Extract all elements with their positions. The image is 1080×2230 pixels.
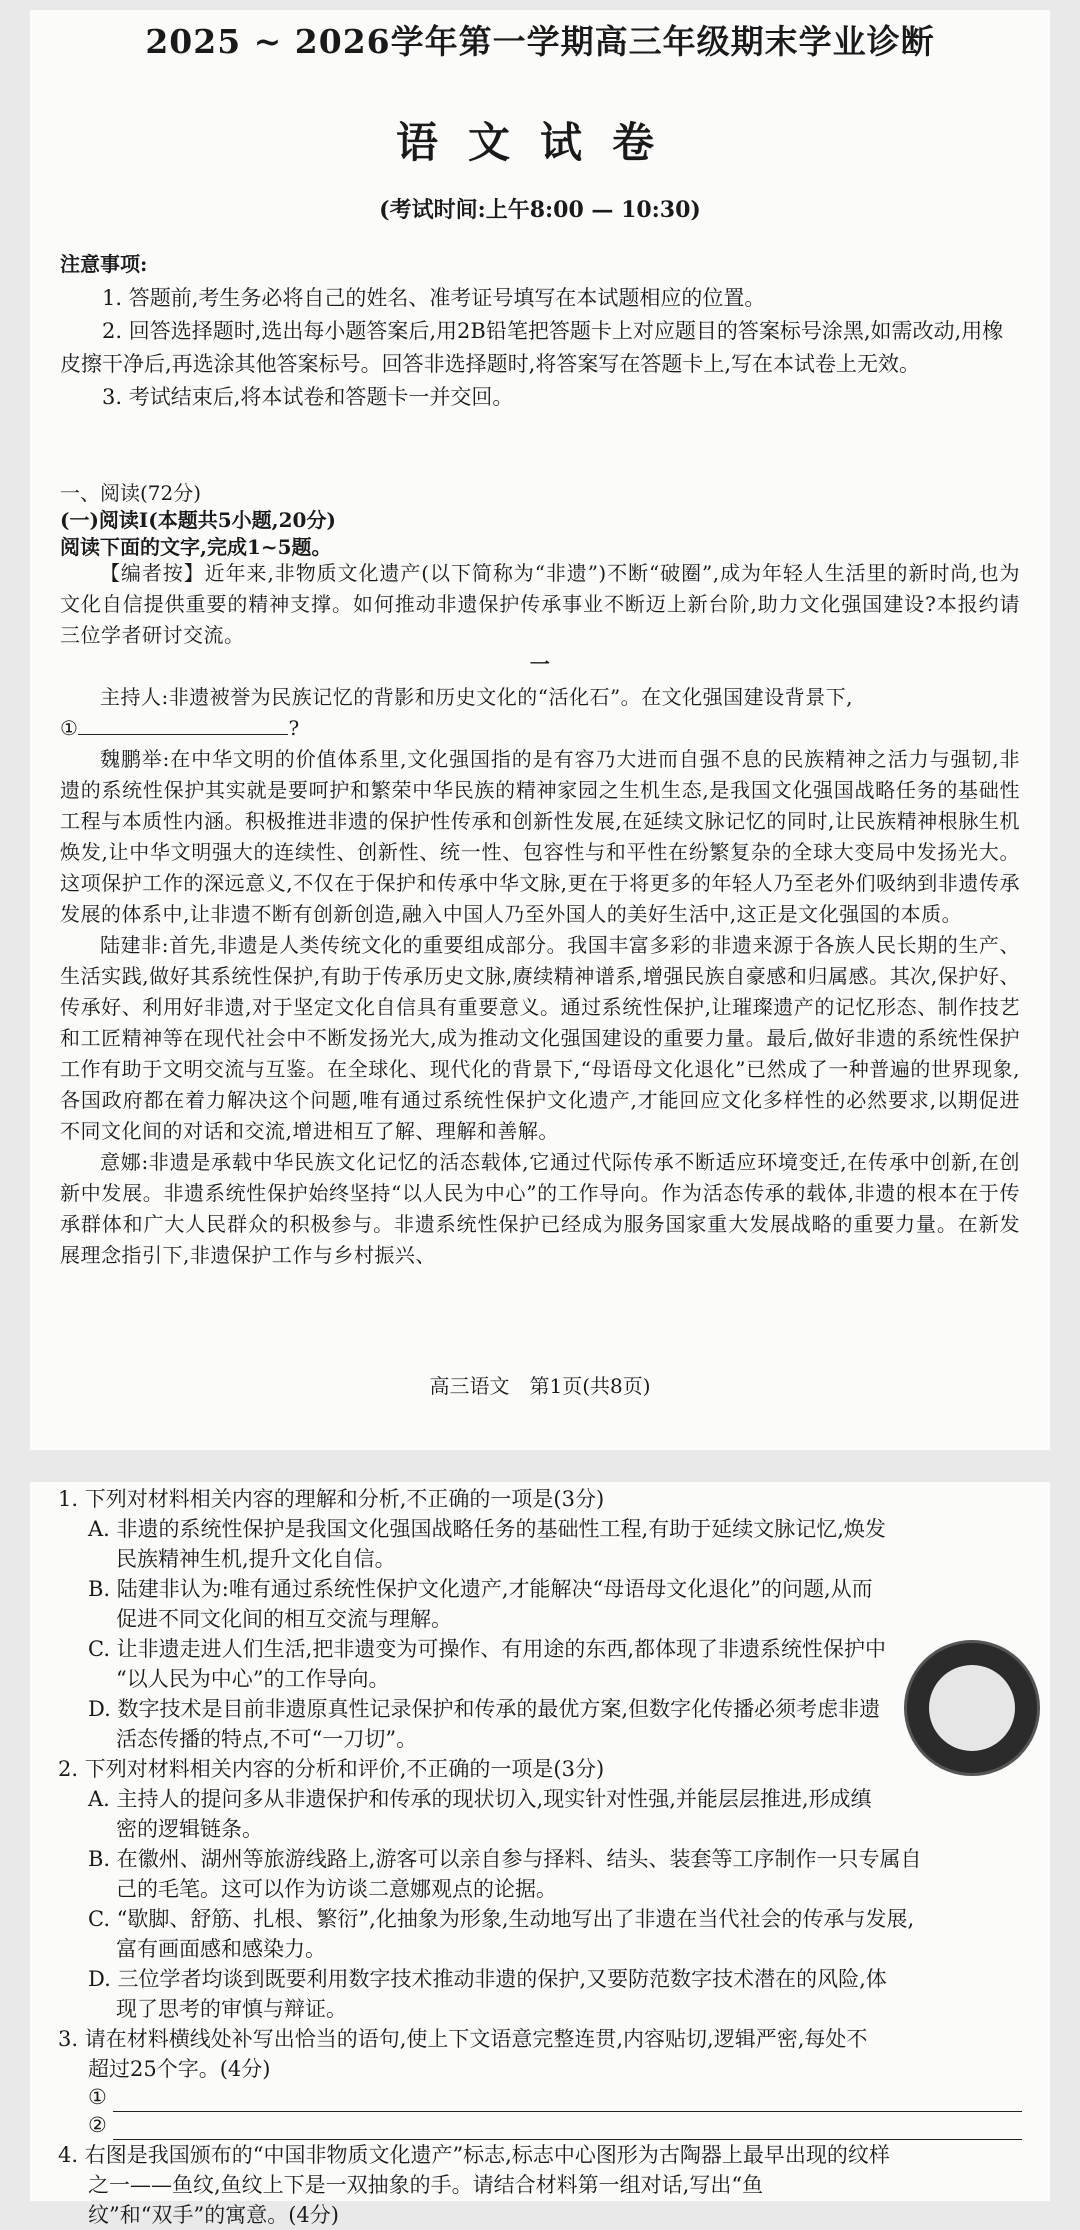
option-line: B. 在徽州、湖州等旅游线路上,游客可以亲自参与择料、结头、装套等工序制作一只专属自	[88, 1847, 922, 1871]
subject-title: 语文试卷	[395, 118, 684, 167]
option-line: A. 非遗的系统性保护是我国文化强国战略任务的基础性工程,有助于延续文脉记忆,焕发	[88, 1517, 886, 1541]
blank-line	[60, 713, 1020, 744]
exam-time: (考试时间:上午8:00 — 10:30)	[379, 197, 701, 223]
exam-page-2	[30, 1482, 1050, 2227]
scholar-paragraph: 陆建非:首先,非遗是人类传统文化的重要组成部分。我国丰富多彩的非遗来源于各族人民长期的生产、生活实践,做好其系统性保护,有助于传承历史文脉,赓续精神谱系,增强民族自豪感和归属感。其次,保护好、传承好、利用好非遗,对于坚定文化自信具有重要意义。通过系统性保护,让璀璨遗产的记忆形态、制作技艺和工匠精神等在现代社会中不断发扬光大,成为推动文化强国建设的重要力量。最后,做好非遗的系统性保护工作有助于文明交流与互鉴。在全球化、现代化的背景下,“母语母文化退化”已然成了一种普遍的世界现象,各国政府都在着力解决这个问题,唯有通过系统性保护文化遗产,才能回应文化多样性的必然要求,以期促进不同文化间的对话和交流,增进相互了解、理解和善解。	[60, 933, 1020, 1143]
section-header	[60, 480, 1020, 561]
answer-line-1	[58, 2084, 1022, 2112]
answer-line-2	[58, 2112, 1022, 2140]
option-line: B. 陆建非认为:唯有通过系统性保护文化遗产,才能解决“母语母文化退化”的问题,从而	[88, 1577, 873, 1601]
option-line: 民族精神生机,提升文化自信。	[116, 1547, 396, 1571]
exam-page-1	[30, 10, 1050, 1450]
question-stem: 4. 右图是我国颁布的“中国非物质文化遗产”标志,标志中心图形为古陶器上最早出现的纹样	[58, 2143, 890, 2167]
answer-rule	[113, 2117, 1022, 2140]
option-line: “以人民为中心”的工作导向。	[116, 1667, 390, 1691]
reading-passage	[60, 558, 1020, 1271]
emblem-center	[929, 1665, 1015, 1751]
question-stem-cont: 超过25个字。(4分)	[88, 2057, 271, 2081]
option-line: 现了思考的审慎与辩证。	[116, 1997, 347, 2021]
scholar-paragraph: 意娜:非遗是承载中华民族文化记忆的活态载体,它通过代际传承不断适应环境变迁,在传承中创新,在创新中发展。非遗系统性保护始终坚持“以人民为中心”的工作导向。作为活态传承的载体,非遗的根本在于传承群体和广大人民群众的积极参与。非遗系统性保护已经成为服务国家重大发展战略的重要力量。在新发展理念指引下,非遗保护工作与乡村振兴、	[60, 1150, 1020, 1267]
option-line: A. 主持人的提问多从非遗保护和传承的现状切入,现实针对性强,并能层层推进,形成缜	[88, 1787, 872, 1811]
host-question: 主持人:非遗被誉为民族记忆的背影和历史文化的“活化石”。在文化强国建设背景下,	[100, 685, 854, 709]
question-stem-cont: 之一——鱼纹,鱼纹上下是一双抽象的手。请结合材料第一组对话,写出“鱼	[88, 2173, 764, 2197]
option-line: D. 数字技术是目前非遗原真性记录保护和传承的最优方案,但数字化传播必须考虑非遗	[88, 1697, 881, 1721]
answer-marker: ①	[88, 2085, 107, 2109]
option-line: 富有画面感和感染力。	[116, 1937, 326, 1961]
answer-rule	[113, 2089, 1022, 2112]
answer-marker: ②	[88, 2113, 107, 2137]
option-line: C. 让非遗走进人们生活,把非遗变为可操作、有用途的东西,都体现了非遗系统性保护中	[88, 1637, 887, 1661]
question-stem: 2. 下列对材料相关内容的分析和评价,不正确的一项是(3分)	[58, 1757, 605, 1781]
questions-block	[58, 1484, 1022, 2230]
blank-marker: ①	[60, 716, 79, 740]
divider-mark: 一	[529, 652, 551, 676]
subsection-title: (一)阅读Ⅰ(本题共5小题,20分)	[60, 508, 336, 532]
scholar-paragraph: 魏鹏举:在中华文明的价值体系里,文化强国指的是有容乃大进而自强不息的民族精神之活力与强韧,非遗的系统性保护其实就是要呵护和繁荣中华民族的精神家园之生机生态,是我国文化强国战略任务的基础性工程与本质性内涵。积极推进非遗的保护性传承和创新性发展,在延续文脉记忆的同时,让民族精神根脉生机焕发,让中华文明强大的连续性、创新性、统一性、包容性与和平性在纷繁复杂的全球大变局中发扬光大。这项保护工作的深远意义,不仅在于保护和传承中华文脉,更在于将更多的年轻人乃至老外们吸纳到非遗传承发展的体系中,让非遗不断有创新创造,融入中国人乃至外国人的美好生活中,这正是文化强国的本质。	[60, 747, 1020, 926]
exam-title: 2025 ~ 2026学年第一学期高三年级期末学业诊断	[145, 22, 935, 61]
blank-end: ?	[288, 716, 300, 740]
notes-list	[60, 282, 1020, 414]
notes-title: 注意事项:	[60, 252, 148, 276]
heritage-emblem-icon	[904, 1640, 1040, 1776]
option-line: D. 三位学者均谈到既要利用数字技术推动非遗的保护,又要防范数字技术潜在的风险,体	[88, 1967, 887, 1991]
question-stem-cont: 纹”和“双手”的寓意。(4分)	[88, 2203, 339, 2227]
option-line: 促进不同文化间的相互交流与理解。	[116, 1607, 452, 1631]
question-stem: 3. 请在材料横线处补写出恰当的语句,使上下文语意完整连贯,内容贴切,逻辑严密,每处不	[58, 2027, 868, 2051]
note-item: 1. 答题前,考生务必将自己的姓名、准考证号填写在本试题相应的位置。	[102, 286, 766, 310]
reading-instruction: 阅读下面的文字,完成1~5题。	[60, 535, 332, 559]
option-line: C. “歇脚、舒筋、扎根、繁衍”,化抽象为形象,生动地写出了非遗在当代社会的传承与发展,	[88, 1907, 915, 1931]
note-item: 2. 回答选择题时,选出每小题答案后,用2B铅笔把答题卡上对应题目的答案标号涂黑,如需改动,用橡皮擦干净后,再选涂其他答案标号。回答非选择题时,将答案写在答题卡上,写在本试卷上无效。	[60, 319, 1004, 376]
option-line: 己的毛笔。这可以作为访谈二意娜观点的论据。	[116, 1877, 557, 1901]
section-title: 一、阅读(72分)	[60, 481, 202, 505]
answer-blank	[78, 714, 288, 735]
editor-note: 【编者按】近年来,非物质文化遗产(以下简称为“非遗”)不断“破圈”,成为年轻人生活里的新时尚,也为文化自信提供重要的精神支撑。如何推动非遗保护传承事业不断迈上新台阶,助力文化强国建设?本报约请三位学者研讨交流。	[60, 561, 1020, 647]
page-footer: 高三语文 第1页(共8页)	[429, 1374, 651, 1398]
option-line: 密的逻辑链条。	[116, 1817, 263, 1841]
note-item: 3. 考试结束后,将本试卷和答题卡一并交回。	[102, 385, 514, 409]
question-stem: 1. 下列对材料相关内容的理解和分析,不正确的一项是(3分)	[58, 1487, 605, 1511]
option-line: 活态传播的特点,不可“一刀切”。	[116, 1727, 418, 1751]
